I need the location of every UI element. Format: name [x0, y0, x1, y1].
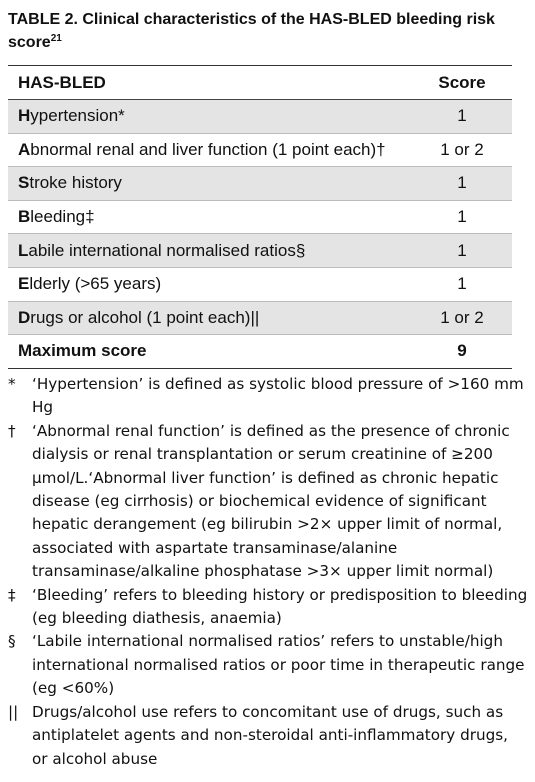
- header-has-bled: HAS-BLED: [8, 66, 412, 100]
- criterion-cell: [8, 100, 412, 134]
- criterion-initial: E: [18, 274, 30, 294]
- footnote-symbol: §: [8, 632, 16, 651]
- criterion-initial: H: [18, 106, 31, 126]
- criterion-text: leeding‡: [30, 207, 95, 227]
- table-title: [8, 8, 508, 54]
- criterion-cell: [8, 234, 412, 268]
- footnote-text: ‘Abnormal renal function’ is defined as the presence of chronic dialysis or renal transplantation or serum creatinine of ≥200 µmol/L.‘Abnormal liver function’ is defined as chronic hepatic disease (eg cirrhosis) or biochemical evidence of significant hepatic derangement (eg bilirubin >2× upper limit of normal, associated with aspartate transaminase/alanine transaminase/alkaline phosphatase >3× upper limit normal): [32, 421, 510, 581]
- score-cell: 1: [412, 167, 512, 201]
- footnote-text: Drugs/alcohol use refers to concomitant use of drugs, such as antiplatelet agents and non-steroidal anti-inflammatory drugs, or alcohol abuse: [32, 702, 508, 768]
- criterion-text: bnormal renal and liver function (1 point each)†: [30, 139, 386, 159]
- criterion-initial: L: [18, 240, 29, 260]
- footnotes: [8, 373, 528, 771]
- footnote-symbol: ||: [8, 702, 19, 721]
- table-row: [8, 133, 512, 167]
- criterion-text: lderly (>65 years): [29, 274, 162, 294]
- score-cell: 1: [412, 267, 512, 301]
- criterion-initial: S: [18, 173, 30, 193]
- header-score: Score: [412, 66, 512, 100]
- footnote: [8, 373, 528, 420]
- criterion-cell: [8, 133, 412, 167]
- footnote-symbol: *: [8, 375, 16, 393]
- total-score: 9: [412, 335, 512, 369]
- criterion-text: troke history: [29, 173, 122, 193]
- table-row: [8, 301, 512, 335]
- footnote: [8, 420, 528, 584]
- criterion-text: ypertension*: [30, 106, 125, 126]
- total-label: Maximum score: [8, 335, 412, 369]
- score-cell: 1 or 2: [412, 133, 512, 167]
- criterion-text: rugs or alcohol (1 point each)||: [30, 307, 260, 327]
- criterion-initial: B: [18, 207, 31, 227]
- title-reference: 21: [50, 33, 62, 44]
- score-cell: 1: [412, 100, 512, 134]
- criterion-cell: [8, 301, 412, 335]
- criterion-initial: D: [18, 307, 31, 327]
- footnote-text: ‘Labile international normalised ratios’ refers to unstable/high international normalised ratios or poor time in therapeutic range (eg <60%): [32, 632, 525, 698]
- table-row: [8, 234, 512, 268]
- criterion-cell: [8, 167, 412, 201]
- score-cell: 1 or 2: [412, 301, 512, 335]
- table-title-text: TABLE 2. Clinical characteristics of the HAS-BLED bleeding risk score: [8, 11, 495, 51]
- criterion-cell: [8, 200, 412, 234]
- table-row: [8, 100, 512, 134]
- footnote: [8, 584, 528, 631]
- footnote-text: ‘Hypertension’ is defined as systolic blood pressure of >160 mm Hg: [32, 375, 524, 417]
- footnote-symbol: †: [8, 421, 16, 440]
- total-row: [8, 335, 512, 369]
- footnote: [8, 701, 528, 771]
- footnote: [8, 630, 528, 700]
- has-bled-table: [8, 65, 512, 369]
- score-cell: 1: [412, 234, 512, 268]
- table-header-row: [8, 66, 512, 100]
- footnote-text: ‘Bleeding’ refers to bleeding history or predisposition to bleeding (eg bleeding diathesis, anaemia): [32, 585, 528, 628]
- score-cell: 1: [412, 200, 512, 234]
- criterion-initial: A: [18, 139, 31, 159]
- footnote-symbol: ‡: [8, 585, 16, 604]
- criterion-text: abile international normalised ratios§: [28, 240, 306, 260]
- table-row: [8, 200, 512, 234]
- table-row: [8, 267, 512, 301]
- table-row: [8, 167, 512, 201]
- criterion-cell: [8, 267, 412, 301]
